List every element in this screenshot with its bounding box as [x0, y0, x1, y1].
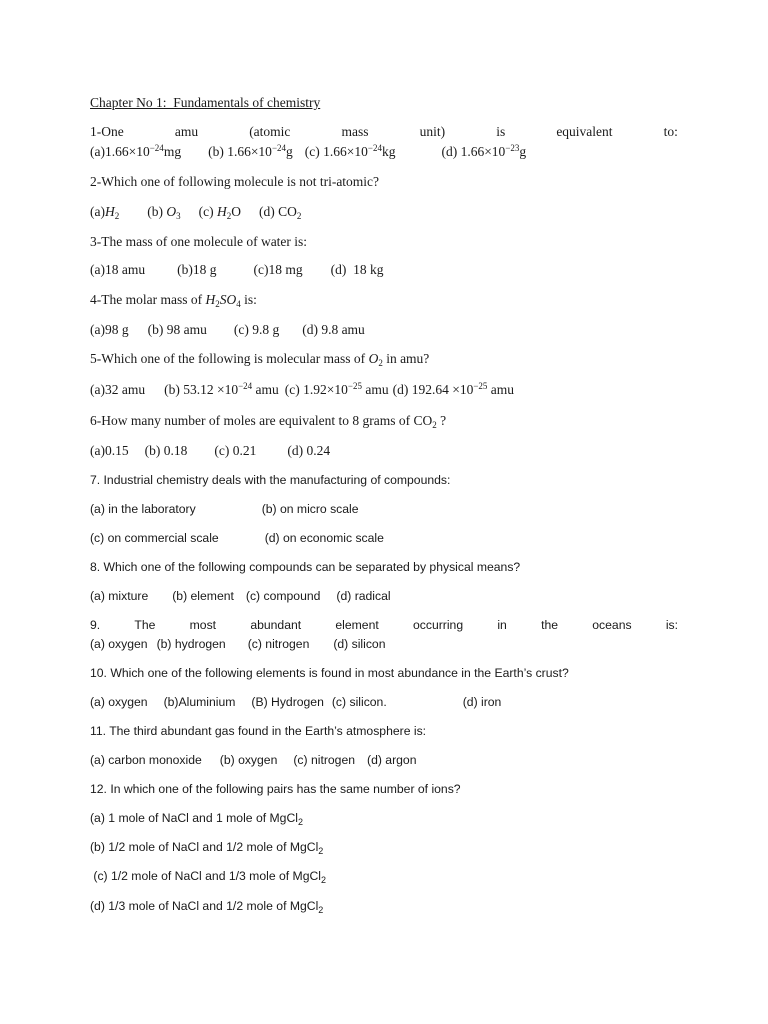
- question-2-stem: 2-Which one of following molecule is not tri-atomic?: [90, 174, 380, 189]
- q9-word: element: [335, 618, 379, 632]
- question-7-options-row1: [90, 501, 359, 517]
- option-d: (d) argon: [367, 753, 417, 767]
- q1-word: mass: [341, 124, 369, 139]
- q9-word: 9.: [90, 618, 101, 632]
- option-d: (d) 18 kg: [330, 262, 384, 277]
- option-b: (b)18 g: [177, 262, 217, 277]
- option-b: (b) oxygen: [219, 753, 278, 767]
- option-e: (d) iron: [462, 695, 502, 709]
- q9-word: The: [134, 618, 156, 632]
- question-5-stem: 5-Which one of the following is molecular mass of $O_2$ in amu?: [90, 351, 430, 368]
- option-b: (b) on micro scale: [261, 502, 359, 516]
- option-d: (d) $192.64 \times 10^{-25}$ amu: [392, 381, 515, 397]
- question-12-option-c: (c) 1/2 mole of NaCl and 1/3 mole of MgCl$_2$: [90, 869, 326, 885]
- question-8-stem: 8. Which one of the following compounds can be separated by physical means?: [90, 560, 521, 574]
- q9-word: occurring: [412, 618, 464, 632]
- option-d: (d) $CO_2$: [258, 204, 302, 221]
- option-c: (c)18 mg: [253, 262, 303, 277]
- question-3-options: [90, 262, 383, 278]
- question-1-options: [90, 144, 526, 160]
- option-c: (c) compound: [245, 589, 321, 603]
- question-2-options: [90, 204, 301, 220]
- question-11-stem: 11. The third abundant gas found in the Earth’s atmosphere is:: [90, 724, 427, 738]
- q9-word: is:: [665, 618, 678, 632]
- option-c: (c) 0.21: [214, 443, 257, 458]
- option-b: (b) $O_3$: [147, 204, 181, 221]
- question-12-option-d: (d) 1/3 mole of NaCl and 1/2 mole of MgCl$_2$: [90, 899, 324, 915]
- q9-word: abundant: [250, 618, 302, 632]
- q1-word: to:: [663, 124, 678, 139]
- question-9-stem: [90, 617, 678, 633]
- option-d: (d) $1.66\times 10^{-23}g$: [441, 143, 527, 159]
- option-c: (c) 9.8 g: [233, 322, 280, 337]
- option-b: (b) $1.66\times 10^{-24}g$: [208, 143, 293, 159]
- option-a: (a) oxygen: [90, 695, 148, 709]
- question-3-stem: 3-The mass of one molecule of water is:: [90, 234, 308, 249]
- chapter-title: Chapter No 1: Fundamentals of chemistry: [90, 95, 321, 110]
- question-10-options: [90, 694, 501, 710]
- question-5-options: [90, 382, 514, 398]
- option-c: (B) Hydrogen: [251, 695, 324, 709]
- q1-word: is: [496, 124, 506, 139]
- question-1-stem: [90, 124, 678, 140]
- option-c: (c) nitrogen: [293, 753, 356, 767]
- option-a: (a) in the laboratory: [90, 502, 196, 516]
- option-c: (c) $1.92\times 10^{-25}$ amu: [284, 381, 389, 397]
- option-a: (a) oxygen: [90, 637, 148, 651]
- q1-word: equivalent: [556, 124, 613, 139]
- question-4-stem: 4-The molar mass of $H_2SO_4$ is:: [90, 292, 257, 309]
- q1-word: unit): [419, 124, 446, 139]
- option-d: (d) 9.8 amu: [302, 322, 365, 337]
- question-6-stem: 6-How many number of moles are equivalent to 8 grams of $CO_2$ ?: [90, 413, 447, 430]
- question-9-options: [90, 636, 386, 652]
- question-7-options-row2: [90, 530, 384, 546]
- option-a: (a)0.15: [90, 443, 129, 458]
- option-d: (d) on economic scale: [264, 531, 384, 545]
- option-c: (c) $1.66\times 10^{-24}kg$: [304, 143, 396, 159]
- option-b: (b) 0.18: [144, 443, 188, 458]
- q1-word: amu: [174, 124, 199, 139]
- question-12-option-a: (a) 1 mole of NaCl and 1 mole of MgCl$_2$: [90, 811, 303, 827]
- option-a: $(a)H_2$: [90, 204, 120, 221]
- question-4-options: [90, 322, 365, 338]
- question-8-options: [90, 588, 391, 604]
- q9-word: oceans: [592, 618, 632, 632]
- question-10-stem: 10. Which one of the following elements is found in most abundance in the Earth’s crust?: [90, 666, 569, 680]
- option-b: (b) $53.12 \times 10^{-24}$ amu: [164, 381, 279, 397]
- option-b: (b)Aluminium: [163, 695, 236, 709]
- option-d: (c) silicon.: [331, 695, 387, 709]
- q9-word: in: [497, 618, 507, 632]
- option-c: (c) on commercial scale: [90, 531, 219, 545]
- option-d: (d) radical: [336, 589, 391, 603]
- option-a: (a) mixture: [90, 589, 149, 603]
- question-7-stem: 7. Industrial chemistry deals with the manufacturing of compounds:: [90, 473, 451, 487]
- question-12-option-b: (b) 1/2 mole of NaCl and 1/2 mole of MgCl$_2$: [90, 840, 324, 856]
- option-d: (d) silicon: [333, 637, 386, 651]
- option-a: $(a)1.66\times 10^{-24}mg$: [90, 143, 182, 159]
- option-d: (d) 0.24: [287, 443, 331, 458]
- option-a: (a) carbon monoxide: [90, 753, 202, 767]
- question-12-stem: 12. In which one of the following pairs has the same number of ions?: [90, 782, 461, 796]
- option-b: (b) element: [172, 589, 234, 603]
- option-a: (a)18 amu: [90, 262, 146, 277]
- q9-word: the: [541, 618, 559, 632]
- option-a: (a)98 g: [90, 322, 129, 337]
- option-c: (c) nitrogen: [247, 637, 310, 651]
- question-11-options: [90, 752, 416, 768]
- option-b: (b) hydrogen: [156, 637, 226, 651]
- q1-word: (atomic: [249, 124, 291, 139]
- question-6-options: [90, 443, 330, 459]
- option-a: (a)32 amu: [90, 382, 146, 397]
- option-c: (c) $H_2O$: [198, 204, 241, 221]
- option-b: (b) 98 amu: [147, 322, 207, 337]
- q9-word: most: [189, 618, 217, 632]
- q1-word: 1-One: [90, 124, 124, 139]
